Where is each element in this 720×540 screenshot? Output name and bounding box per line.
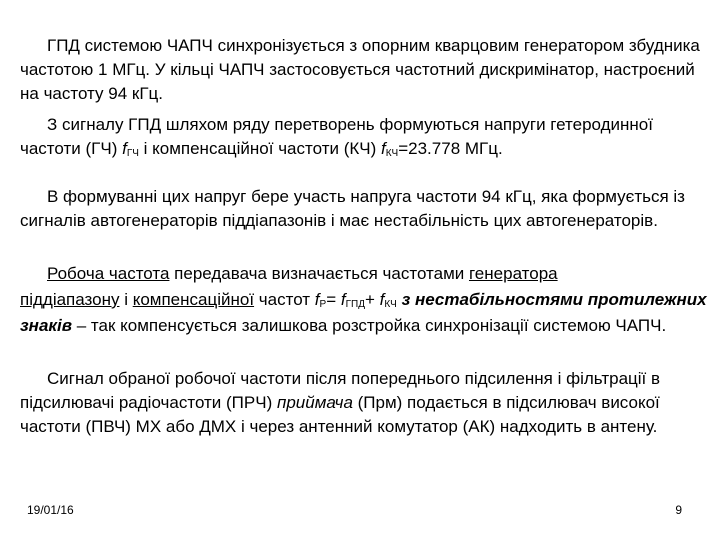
f-kch2-symbol: f [379, 290, 385, 309]
f-gch-subscript: ГЧ [126, 148, 139, 159]
bold-italic-phrase: з нестабільностями протилежних знаків [20, 290, 707, 335]
p4-text-b: і [119, 290, 133, 309]
paragraph-1 [20, 34, 708, 106]
f-kch-subscript: КЧ [385, 148, 399, 159]
p5-italic-word: приймача [276, 393, 353, 412]
footer-date: 19/01/16 [27, 503, 74, 517]
p4-text-a: передавача визначається частотами [169, 264, 469, 283]
paragraph-3-text: В формуванні цих напруг бере участь напруга частоти 94 кГц, яка формується із сигналів автогенераторів піддіапазонів і має нестабільність цих автогенераторів. [20, 187, 685, 230]
f-p-symbol: f [314, 290, 320, 309]
page-number: 9 [675, 503, 682, 517]
link-working-frequency[interactable]: Робоча частота [47, 264, 170, 283]
paragraph-5 [20, 367, 708, 439]
paragraph-1-text: ГПД системою ЧАПЧ синхронізується з опорним кварцовим генератором збудника частотою 1 МГц. У кільці ЧАПЧ застосовується частотний дискримінатор, настроєний на частоту 94 кГц. [20, 36, 700, 103]
f-kch-symbol: f [380, 139, 386, 158]
paragraph-3 [20, 185, 708, 233]
paragraph-4 [20, 261, 708, 339]
link-generator[interactable]: генератора [468, 264, 558, 283]
link-compensation[interactable]: компенсаційної [132, 290, 255, 309]
p2-text-b: і компенсаційної частоти (КЧ) [138, 139, 381, 158]
plus-sign: + [364, 290, 380, 309]
p4-text-d: – так компенсується залишкова розстройка синхронізації системою ЧАПЧ. [72, 316, 667, 335]
f-gpd-subscript: ГПД [345, 299, 365, 310]
link-subband[interactable]: піддіапазону [20, 290, 120, 309]
p4-text-c: частот [254, 290, 315, 309]
p2-text-c: =23.778 МГц. [398, 139, 503, 158]
p5-text-b: (Прм) подається в підсилювач високої частоти (ПВЧ) МХ або ДМХ і через антенний комутатор (АК) надходить в антену. [20, 393, 660, 436]
equals-sign: = [326, 290, 341, 309]
p5-text-a: Сигнал обраної робочої частоти після попереднього підсилення і фільтрації в підсилювачі радіочастоти (ПРЧ) [20, 369, 661, 412]
f-kch2-subscript: КЧ [384, 299, 397, 310]
paragraph-2 [20, 113, 708, 161]
f-p-subscript: Р [319, 299, 327, 310]
p2-text-a: З сигналу ГПД шляхом ряду перетворень формуються напруги гетеродинної частоти (ГЧ) [20, 115, 653, 158]
f-gch-symbol: f [122, 139, 127, 158]
f-gpd-symbol: f [340, 290, 346, 309]
